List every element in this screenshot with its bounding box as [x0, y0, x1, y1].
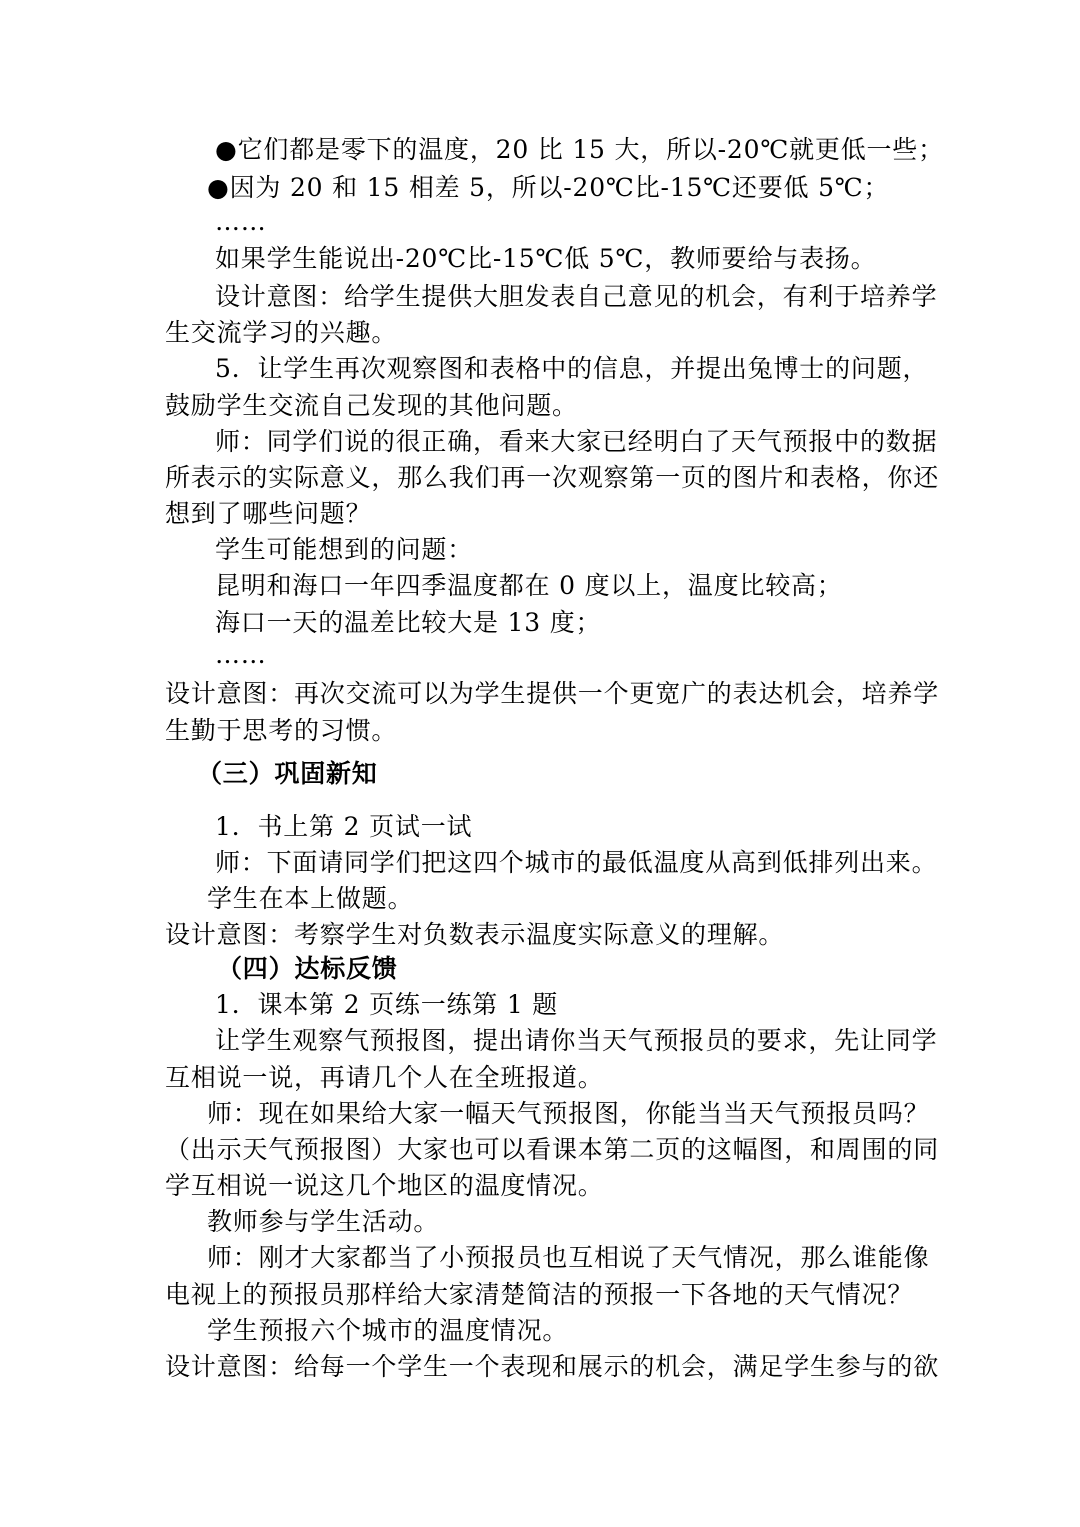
paragraph-line: 师：下面请同学们把这四个城市的最低温度从高到低排列出来。	[215, 848, 938, 877]
paragraph-line: 如果学生能说出-20℃比-15℃低 5℃，教师要给与表扬。	[215, 244, 877, 273]
paragraph-line: 所表示的实际意义，那么我们再一次观察第一页的图片和表格，你还	[165, 463, 940, 492]
paragraph-line: 海口一天的温差比较大是 13 度；	[215, 608, 602, 637]
paragraph-line: 互相说一说，再请几个人在全班报道。	[165, 1063, 604, 1092]
paragraph-line: ……	[215, 207, 267, 236]
paragraph-line: 设计意图：给每一个学生一个表现和展示的机会，满足学生参与的欲	[165, 1352, 940, 1381]
section-heading: （三）巩固新知	[197, 759, 378, 788]
paragraph-line: 学生可能想到的问题：	[215, 535, 474, 564]
paragraph-line: 生交流学习的兴趣。	[165, 318, 398, 347]
section-heading: （四）达标反馈	[217, 954, 398, 983]
paragraph-line: 鼓励学生交流自己发现的其他问题。	[165, 391, 578, 420]
paragraph-line: （出示天气预报图）大家也可以看课本第二页的这幅图，和周围的同	[165, 1135, 940, 1164]
paragraph-line: 生勤于思考的习惯。	[165, 716, 398, 745]
paragraph-line: 学生预报六个城市的温度情况。	[207, 1316, 569, 1345]
paragraph-line: 师：现在如果给大家一幅天气预报图，你能当当天气预报员吗？	[207, 1099, 930, 1128]
paragraph-line: 设计意图：再次交流可以为学生提供一个更宽广的表达机会，培养学	[165, 679, 940, 708]
paragraph-line: 5．让学生再次观察图和表格中的信息，并提出兔博士的问题，	[215, 354, 929, 383]
paragraph-line: ●它们都是零下的温度，20 比 15 大，所以-20℃就更低一些；	[215, 135, 944, 164]
paragraph-line: 设计意图：给学生提供大胆发表自己意见的机会，有利于培养学	[215, 282, 938, 311]
paragraph-line: 学生在本上做题。	[207, 884, 414, 913]
paragraph-line: 教师参与学生活动。	[207, 1207, 440, 1236]
paragraph-line: 1．课本第 2 页练一练第 1 题	[215, 990, 559, 1019]
paragraph-line: 让学生观察气预报图，提出请你当天气预报员的要求，先让同学	[215, 1026, 938, 1055]
paragraph-line: 设计意图：考察学生对负数表示温度实际意义的理解。	[165, 920, 785, 949]
paragraph-line: 1．书上第 2 页试一试	[215, 812, 473, 841]
paragraph-line: 想到了哪些问题？	[165, 499, 372, 528]
paragraph-line: ●因为 20 和 15 相差 5，所以-20℃比-15℃还要低 5℃；	[207, 173, 890, 202]
paragraph-line: ……	[215, 640, 267, 669]
paragraph-line: 电视上的预报员那样给大家清楚简洁的预报一下各地的天气情况？	[165, 1280, 914, 1309]
paragraph-line: 学互相说一说这几个地区的温度情况。	[165, 1171, 604, 1200]
paragraph-line: 昆明和海口一年四季温度都在 0 度以上，温度比较高；	[215, 571, 843, 600]
paragraph-line: 师：刚才大家都当了小预报员也互相说了天气情况，那么谁能像	[207, 1243, 930, 1272]
paragraph-line: 师：同学们说的很正确，看来大家已经明白了天气预报中的数据	[215, 427, 938, 456]
